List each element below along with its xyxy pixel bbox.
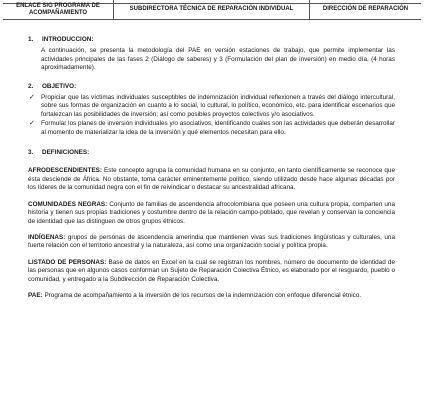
definition-term: AFRODESCENDIENTES:: [28, 167, 103, 175]
list-item: [28, 120, 395, 137]
section-number: 3.: [28, 149, 34, 157]
checkmark-icon: ✓: [29, 94, 35, 102]
definition-text: Conjunto de familias de ascendencia afrocolombiana que poseen una cultura propia, comparten una historia y tienen sus propias tradiciones y costumbre dentro de la relación campo-poblado, que revelan y conservan la conciencia de identidad que las distinguen de otros grupos étnicos.: [28, 200, 395, 225]
definition-item: [28, 234, 395, 251]
definition-item: [28, 259, 395, 284]
section-title-text: OBJETIVO:: [42, 82, 77, 90]
objective-text: Formular los planes de inversión individuales y/o asociativos, identificando cuáles son las actividades que deberán desarrollar al momento de materializar la idea de la inversión y qué elementos necesitan para ello.: [41, 120, 395, 136]
definition-term: COMUNIDADES NEGRAS:: [28, 200, 108, 208]
definition-item: [28, 167, 395, 192]
intro-paragraph: A continuación, se presenta la metodología del PAE en versión estaciones de trabajo, que permite implementar las actividades principales de las fases 2 (Diálogo de saberes) y 3 (Formulación del plan de inversión) en medio día, (4 horas aproximadamente).: [41, 47, 395, 72]
header-cell-role: ENLACE SIG PROGRAMA DE ACOMPAÑAMIENTO: [3, 0, 114, 19]
definition-term: LISTADO DE PERSONAS:: [28, 258, 107, 266]
objective-list: [28, 94, 395, 137]
header-cell-position: SUBDIRECTORA TÉCNICA DE REPARACIÓN INDIVIDUAL: [114, 0, 310, 19]
document-header-table: [3, 0, 421, 20]
section-title-definiciones: [28, 149, 395, 157]
section-number: 1.: [28, 36, 34, 43]
list-item: [28, 94, 395, 119]
definition-term: PAE:: [28, 291, 43, 299]
definition-text: Este concepto agrupa la comunidad humana en su conjunto, en tanto científicamente se reconoce que ésta desciende de África. No obstante, toma carácter eminentemente político, siendo utilizado desde hace algunas décadas por los líderes de la comunidad negra con el fin de reivindicar o destacar su ancestralidad africana.: [28, 167, 395, 192]
objective-text: Propiciar que las víctimas individuales susceptibles de indemnización individual reflexionen a través del diálogo intercultural, sobre sus formas de organización en cuanto a lo social, lo cultural, lo político, económico, etc. para identificar escenarios que fortalezcan las posibilidades de inversión; así como posibles proyectos colectivos y/o asociativos.: [41, 94, 395, 118]
definition-text: grupos de personas de ascendencia amerindia que mantienen vivas sus tradiciones lingüísticas y culturales, una fuerte relación con el territorio ancestral y la naturaleza, así como una organización social y política propia.: [28, 233, 395, 250]
section-title-text: INTRODUCCION:: [42, 36, 94, 43]
checkmark-icon: ✓: [29, 120, 35, 128]
definition-term: INDÍGENAS:: [28, 233, 66, 241]
definition-item: [28, 292, 395, 300]
section-number: 2.: [28, 82, 34, 90]
definition-text: Base de datos en Excel en la cual se registran los nombres, número de documento de identidad de las personas que en algunos casos conforman un Sujeto de Reparación Colectiva Étnico, es elaborado por el resguardo, pueblo o comunidad, y entregado a la Subdirección de Reparación Colectiva.: [28, 258, 395, 283]
header-cell-department: DIRECCIÓN DE REPARACIÓN: [322, 6, 409, 12]
section-title-intro: [28, 36, 395, 44]
section-title-objetivo: [28, 83, 395, 91]
document-body: [28, 36, 395, 308]
section-title-text: DEFINICIONES:: [42, 149, 90, 157]
definition-item: [28, 201, 395, 226]
definition-text: Programa de acompañamiento a la inversión de los recursos de la indemnización con enfoque diferencial étnico.: [42, 291, 362, 299]
